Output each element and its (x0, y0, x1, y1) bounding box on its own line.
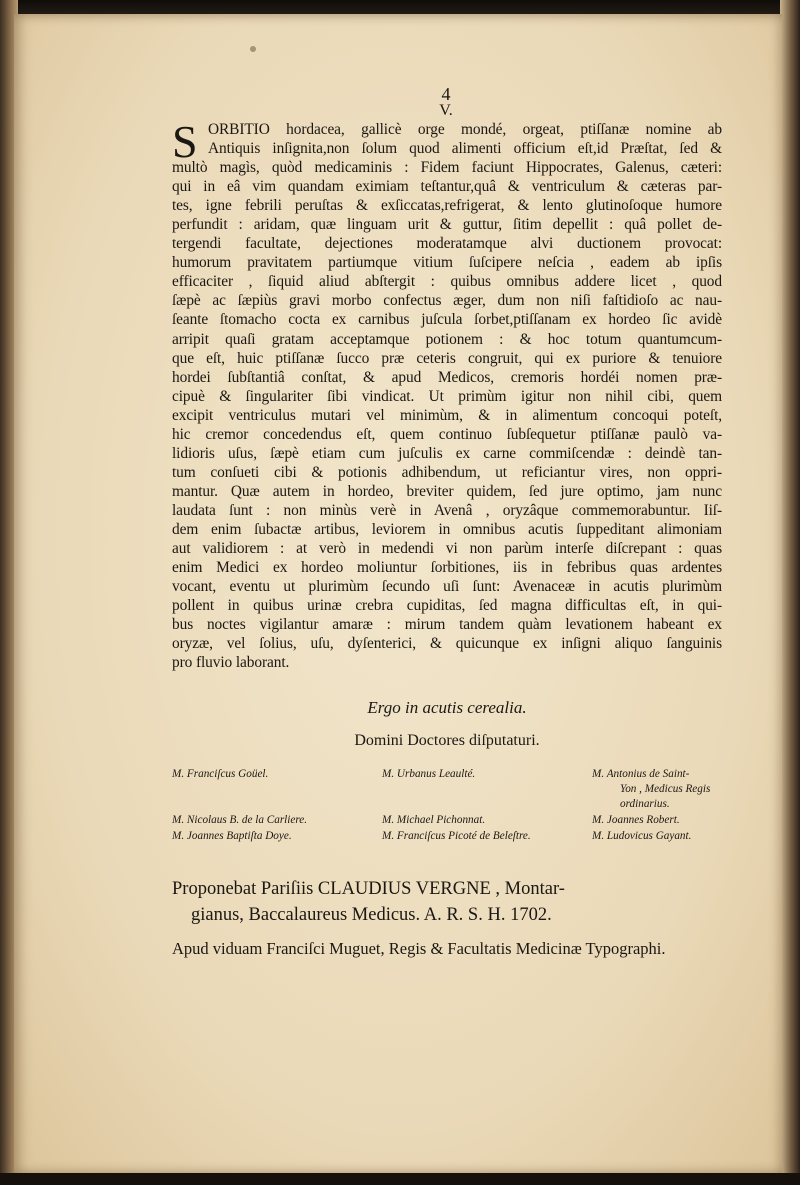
drop-cap: S (172, 116, 198, 167)
body-line: aut validiorem : at verò in medendi vi non parùm interſe diſcrepant : quas (172, 540, 722, 558)
section-number: V. (439, 102, 453, 119)
doctor-name: M. Franciſcus Picoté de Beleſtre. (382, 830, 531, 842)
proponebat-line: gianus, Baccalaureus Medicus. A. R. S. H. 1702. (191, 905, 552, 925)
body-line: pollent in quibus urinæ crebra cupiditas, ſed magna difficultas eſt, in qui- (172, 597, 722, 615)
body-line: tergendi facultate, dejectiones moderatamque alvi ductionem provocat: (172, 235, 722, 253)
conclusion-heading: Ergo in acutis cerealia. (367, 698, 527, 717)
doctor-name: M. Urbanus Leaulté. (382, 768, 476, 780)
body-paragraph (172, 116, 722, 672)
body-line: cipuè & ſingulariter ſibi vindicat. Ut primùm igitur non nihil cibi, quem (172, 387, 722, 405)
page-number: 4 (441, 84, 451, 104)
body-line: dem enim ſubactæ artibus, leviorem in omnibus acutis ſuppeditant alimoniam (172, 520, 722, 538)
doctor-name: M. Antonius de Saint- (592, 768, 690, 780)
proponebat-line: Proponebat Pariſiis CLAUDIUS VERGNE , Montar- (172, 879, 565, 899)
doctor-name: M. Joannes Robert. (592, 814, 680, 826)
book-page-edges-right (780, 0, 800, 1185)
ink-smudge (250, 46, 256, 52)
body-line: Antiquis inſignita,non ſolum quod alimenti officium eſt,id Præſtat, ſed & (208, 140, 722, 158)
doctores-heading: Domini Doctores diſputaturi. (354, 732, 540, 749)
printer-imprint: Apud viduam Franciſci Muguet, Regis & Facultatis Medicinæ Typographi. (172, 939, 666, 958)
doctor-name: M. Franciſcus Goüel. (172, 768, 269, 780)
body-line: ſeante ſtomacho cocta ex carnibus juſcula ſorbet,ptiſſanam ex hordeo ſic avidè (172, 311, 722, 329)
body-line: qui in eâ vim quandam eximiam teſtantur,quâ & ventriculum & cæteras par- (172, 178, 722, 196)
proponebat-block (172, 876, 732, 928)
doctor-name: M. Ludovicus Gayant. (592, 830, 692, 842)
body-line: laudata ſunt : non minùs verè in Avenâ , oryzâque commemorabuntur. Iiſ- (172, 501, 722, 519)
body-line: hic cremor concedendus eſt, quem continuo ſubſequetur ptiſſanæ paulò va- (172, 425, 722, 443)
body-line: enim Medici ex hordeo moliuntur ſorbitiones, iis in febribus quas ardentes (172, 559, 722, 577)
doctor-name: M. Michael Pichonnat. (382, 814, 486, 826)
body-line: tes, igne febrili peruſtas & exſiccatas,refrigerat, & lento glutinoſoque humore (172, 197, 722, 215)
body-line: efficaciter , ſiquid aliud abſtergit : quibus omnibus addere licet , quod (172, 273, 722, 291)
body-line: pro fluvio laborant. (172, 654, 290, 672)
body-line: mantur. Quæ autem in hordeo, breviter quidem, ſed jure optimo, jam nunc (172, 482, 722, 500)
doctor-name: ordinarius. (620, 798, 670, 810)
doctor-name: Yon , Medicus Regis (620, 783, 711, 795)
body-line: bus noctes vigilantur amaræ : mirum tandem quàm levationem habeant ex (172, 616, 722, 634)
body-line: arripit quaſi gratam acceptamque potionem : & hoc totum quantumcum- (172, 330, 722, 348)
body-line: oryzæ, vel ſolius, uſu, dyſenterici, & quicunque ex inſigni aliquo ſanguinis (172, 635, 722, 653)
doctor-name: M. Joannes Baptiſta Doye. (172, 830, 292, 842)
body-line: ſæpè ac ſæpiùs gravi morbo confectus æger, dum non niſi faſtidioſo ac nau- (172, 292, 722, 310)
doctor-name: M. Nicolaus B. de la Carliere. (172, 814, 308, 826)
body-line: lidioris uſus, ſæpè etiam cum juſculis ex carne commiſcendæ : deindè tan- (172, 444, 722, 462)
body-line: que eſt, huic ptiſſanæ ſucco præ ceteris congruit, qui ex puriore & tenuiore (172, 349, 722, 367)
body-line: vocant, eventu ut plurimùm ſecundo uſi ſunt: Avenaceæ in acutis plurimùm (172, 578, 722, 596)
body-line: multò magìs, quòd medicaminis : Fidem faciunt Hippocrates, Galenus, cæteri: (172, 159, 722, 177)
book-binding-bottom (0, 1173, 800, 1185)
body-line: humorum pravitatem partiumque vitium ſuſcipere neſcia , eadem ab ipſis (172, 254, 722, 272)
body-line: hordei ſubſtantiâ conſtat, & apud Medicos, cremoris hordéi nomen præ- (172, 368, 722, 386)
body-line: perfundit : aridam, quæ linguam urit & guttur, ſitim depellit : quâ pollet de- (172, 216, 722, 234)
body-line: ORBITIO hordacea, gallicè orge mondé, orgeat, ptiſſanæ nomine ab (208, 121, 722, 138)
body-line: tum conſueti cibi & potionis adhibendum, ut reficiantur vires, non oppri- (172, 463, 722, 481)
body-line: excipit ventriculus mutari vel minimùm, & in alimentum concoqui poteſt, (172, 406, 722, 424)
